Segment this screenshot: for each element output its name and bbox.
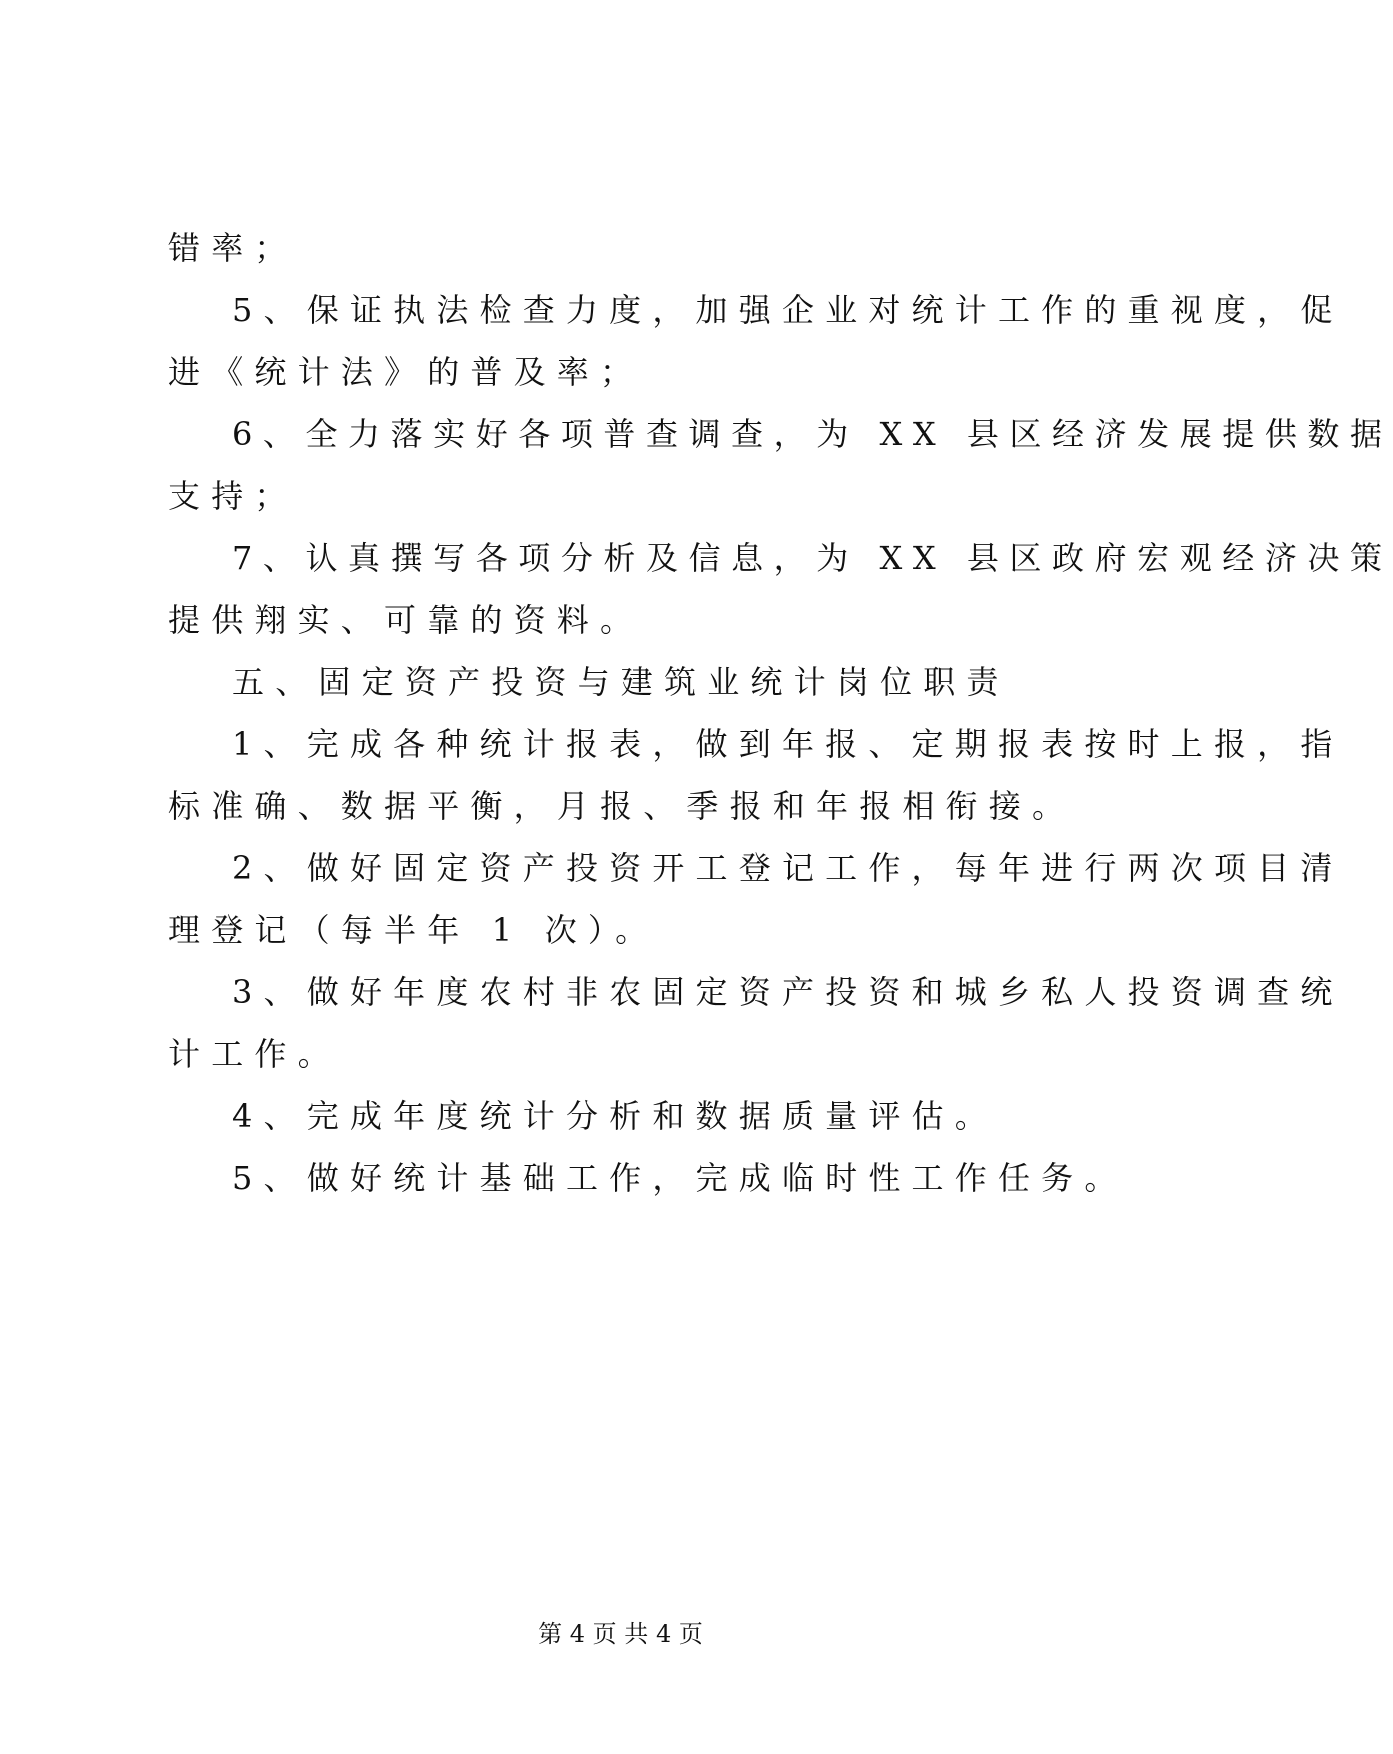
text-line-2: 5、保证执法检查力度，加强企业对统计工作的重视度，促 bbox=[232, 291, 1344, 329]
text-line-7: 提供翔实、可靠的资料。 bbox=[168, 601, 644, 639]
text-line-15: 4、完成年度统计分析和数据质量评估。 bbox=[232, 1097, 998, 1135]
text-line-1: 错率； bbox=[168, 229, 298, 267]
text-line-14: 计工作。 bbox=[168, 1035, 341, 1073]
text-line-9: 1、完成各种统计报表，做到年报、定期报表按时上报，指 bbox=[232, 725, 1344, 763]
text-line-4: 6、全力落实好各项普查调查，为 XX 县区经济发展提供数据 bbox=[232, 415, 1393, 453]
text-line-16: 5、做好统计基础工作，完成临时性工作任务。 bbox=[232, 1159, 1128, 1197]
text-line-6: 7、认真撰写各项分析及信息，为 XX 县区政府宏观经济决策 bbox=[232, 539, 1393, 577]
text-line-11: 2、做好固定资产投资开工登记工作，每年进行两次项目清 bbox=[232, 849, 1344, 887]
section-heading: 五、固定资产投资与建筑业统计岗位职责 bbox=[232, 663, 1010, 701]
text-line-3: 进《统计法》的普及率； bbox=[168, 353, 644, 391]
text-line-10: 标准确、数据平衡，月报、季报和年报相衔接。 bbox=[168, 787, 1076, 825]
document-body bbox=[168, 222, 1393, 1214]
text-line-12: 理登记（每半年 1 次）。 bbox=[168, 911, 659, 949]
text-line-13: 3、做好年度农村非农固定资产投资和城乡私人投资调查统 bbox=[232, 973, 1344, 1011]
page-number-footer: 第 4 页 共 4 页 bbox=[538, 1620, 703, 1648]
text-line-5: 支持； bbox=[168, 477, 298, 515]
